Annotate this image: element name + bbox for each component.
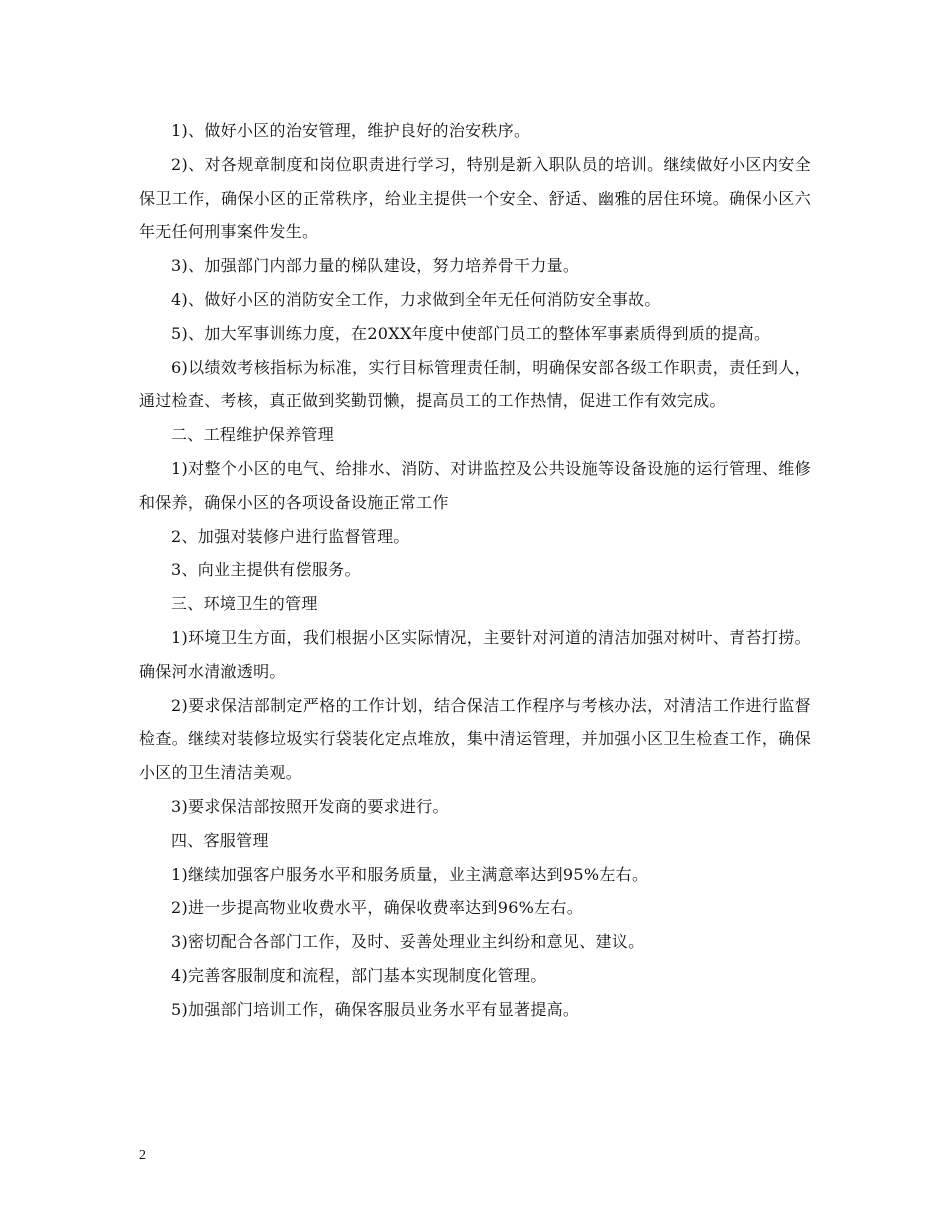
paragraph-customer-5: 5)加强部门培训工作，确保客服员业务水平有显著提高。 — [171, 999, 580, 1019]
paragraph-security-1: 1)、做好小区的治安管理，维护良好的治安秩序。 — [171, 121, 531, 140]
paragraph-engineering-3: 3、向业主提供有偿服务。 — [171, 560, 361, 580]
paragraph-security-2: 2)、对各规章制度和岗位职责进行学习，特别是新入职队员的培训。继续做好小区内安全保卫工作，确保小区的正常秩序，给业主提供一个安全、舒适、幽雅的居住环境。确保小区六年无任何刑事案件发生。 — [139, 154, 811, 242]
paragraph-environment-3: 3)要求保洁部按照开发商的要求进行。 — [171, 796, 449, 816]
section-heading-engineering: 二、工程维护保养管理 — [171, 425, 335, 445]
paragraph-engineering-2: 2、加强对装修户进行监督管理。 — [171, 526, 410, 546]
page-number: 2 — [139, 1148, 146, 1163]
paragraph-security-5: 5)、加大军事训练力度，在20XX年度中使部门员工的整体军事素质得到质的提高。 — [171, 323, 771, 343]
paragraph-security-6: 6)以绩效考核指标为标准，实行目标管理责任制，明确保安部各级工作职责，责任到人，通过检查、考核，真正做到奖勤罚懒，提高员工的工作热情，促进工作有效完成。 — [139, 357, 811, 411]
paragraph-environment-2: 2)要求保洁部制定严格的工作计划，结合保洁工作程序与考核办法，对清洁工作进行监督检查。继续对装修垃圾实行袋装化定点堆放，集中清运管理，并加强小区卫生检查工作，确保小区的卫生清洁美观。 — [139, 695, 811, 783]
paragraph-security-3: 3)、加强部门内部力量的梯队建设，努力培养骨干力量。 — [171, 256, 580, 276]
section-heading-customer-service: 四、客服管理 — [171, 830, 269, 850]
document-body — [139, 114, 811, 1027]
paragraph-customer-1: 1)继续加强客户服务水平和服务质量，业主满意率达到95%左右。 — [171, 864, 649, 884]
section-heading-environment: 三、环境卫生的管理 — [171, 594, 318, 614]
paragraph-customer-4: 4)完善客服制度和流程，部门基本实现制度化管理。 — [171, 965, 547, 985]
paragraph-security-4: 4)、做好小区的消防安全工作，力求做到全年无任何消防安全事故。 — [171, 289, 661, 309]
paragraph-customer-3: 3)密切配合各部门工作，及时、妥善处理业主纠纷和意见、建议。 — [171, 932, 645, 952]
paragraph-customer-2: 2)进一步提高物业收费水平，确保收费率达到96%左右。 — [171, 898, 584, 918]
paragraph-environment-1: 1)环境卫生方面，我们根据小区实际情况，主要针对河道的清洁加强对树叶、青苔打捞。确保河水清澈透明。 — [139, 627, 811, 681]
paragraph-engineering-1: 1)对整个小区的电气、给排水、消防、对讲监控及公共设施等设备设施的运行管理、维修和保养，确保小区的各项设备设施正常工作 — [139, 458, 811, 512]
